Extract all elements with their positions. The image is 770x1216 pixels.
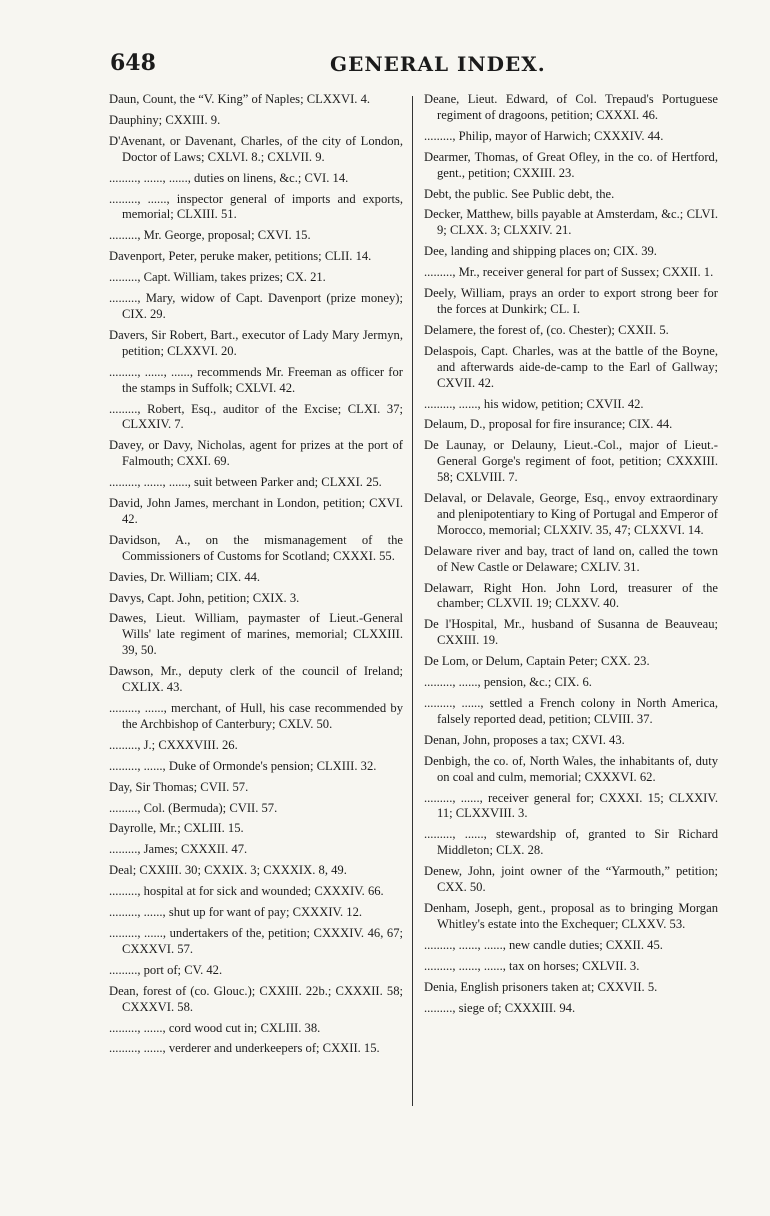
index-entry: ........., Mr. George, proposal; CXVI. 15.: [109, 228, 311, 243]
index-entry: David, John James, merchant in London, petition; CXVI. 42.: [109, 496, 403, 526]
index-entry: Dee, landing and shipping places on; CIX. 39.: [424, 244, 657, 259]
index-entry: Dawson, Mr., deputy clerk of the council of Ireland; CXLIX. 43.: [109, 664, 403, 695]
index-entry: Denan, John, proposes a tax; CXVI. 43.: [424, 732, 625, 747]
index-entry: ........., James; CXXXII. 47.: [109, 842, 248, 857]
index-entry: Denia, English prisoners taken at; CXXVII. 5.: [424, 979, 658, 994]
index-entry: ........., hospital at for sick and wounded; CXXXIV. 66.: [109, 884, 384, 899]
index-entry: ........., Capt. William, takes prizes; CX. 21.: [109, 270, 326, 285]
index-entry: ........., ......, stewardship of, granted to Sir Richard Middleton; CLX. 28.: [424, 827, 718, 858]
index-entry: Davey, or Davy, Nicholas, agent for prizes at the port of Falmouth; CXXI. 69.: [109, 438, 403, 469]
index-entry: ........., siege of; CXXXIII. 94.: [424, 1000, 576, 1015]
index-entry: Delaum, D., proposal for fire insurance; CIX. 44.: [424, 417, 673, 432]
index-entry: ........., Mary, widow of Capt. Davenport (prize money); CIX. 29.: [109, 291, 403, 321]
index-entry: De Launay, or Delauny, Lieut.-Col., major of Lieut.-General Gorge's regiment of foot, petition; CXXXIII. 58; CXLVIII. 7.: [424, 438, 718, 485]
index-entry: Deane, Lieut. Edward, of Col. Trepaud's Portuguese regiment of dragoons, petition; CXXXI. 46.: [424, 92, 718, 122]
index-entry: ........., ......, verderer and underkeepers of; CXXII. 15.: [109, 1041, 380, 1056]
index-entry: ........., Mr., receiver general for part of Sussex; CXXII. 1.: [424, 265, 714, 280]
index-entry: Davers, Sir Robert, Bart., executor of Lady Mary Jermyn, petition; CLXXVI. 20.: [109, 327, 403, 358]
index-entry: ........., Robert, Esq., auditor of the Excise; CLXI. 37; CLXXIV. 7.: [109, 401, 403, 432]
index-entry: D'Avenant, or Davenant, Charles, of the city of London, Doctor of Laws; CXLVI. 8.; CXLVII. 9.: [109, 133, 403, 164]
index-entry: Davies, Dr. William; CIX. 44.: [109, 569, 261, 584]
index-entry: Debt, the public. See Public debt, the.: [424, 186, 615, 201]
index-entry: Delaware river and bay, tract of land on, called the town of New Castle or Delaware; CXLIV. 31.: [424, 543, 718, 574]
index-entry: Davenport, Peter, peruke maker, petitions; CLII. 14.: [109, 249, 372, 264]
index-entry: Denham, Joseph, gent., proposal as to bringing Morgan Whitley's estate into the Exchequer; CLXXV. 53.: [424, 900, 718, 931]
index-entry: ........., Col. (Bermuda); CVII. 57.: [109, 800, 278, 815]
page-number: 648: [110, 50, 156, 76]
index-entry: Davidson, A., on the mismanagement of the Commissioners of Customs for Scotland; CXXXI. 55.: [109, 532, 403, 563]
index-entry: ........., ......, ......, recommends Mr. Freeman as officer for the stamps in Suffolk; CXLVI. 42.: [109, 364, 403, 395]
index-entry: ........., ......, Duke of Ormonde's pension; CLXIII. 32.: [109, 758, 377, 773]
index-entry: ........., ......, his widow, petition; CXVII. 42.: [424, 396, 644, 411]
index-entry: Dawes, Lieut. William, paymaster of Lieut.-General Wills' late regiment of marines, memorial; CLXXIII. 39, 50.: [109, 611, 403, 658]
index-entry: Deely, William, prays an order to export strong beer for the forces at Dunkirk; CL. I.: [424, 286, 718, 316]
index-entry: ........., ......, ......, suit between Parker and; CLXXI. 25.: [109, 475, 382, 490]
index-entry: ........., ......, pension, &c.; CIX. 6.: [424, 675, 592, 690]
index-entry: ........., ......, undertakers of the, petition; CXXXIV. 46, 67; CXXXVI. 57.: [109, 925, 403, 956]
index-entry: Denbigh, the co. of, North Wales, the inhabitants of, duty on coal and culm, memorial; CXXXVI. 62.: [424, 753, 718, 784]
index-entry: ........., ......, receiver general for; CXXXI. 15; CLXXIV. 11; CLXXVIII. 3.: [424, 790, 718, 821]
index-entry: Delaval, or Delavale, George, Esq., envoy extraordinary and plenipotentiary to King of Portugal and Emperor of Morocco, memorial; CLXXIV. 35, 47; CLXXVI. 14.: [424, 491, 718, 537]
index-entry: ........., ......, ......, new candle duties; CXXII. 45.: [424, 937, 663, 952]
index-column-left: [109, 92, 403, 1062]
index-column-right: [424, 92, 718, 1021]
index-entry: Denew, John, joint owner of the “Yarmouth,” petition; CXX. 50.: [424, 864, 718, 895]
index-entry: Decker, Matthew, bills payable at Amsterdam, &c.; CLVI. 9; CLXX. 3; CLXXIV. 21.: [424, 207, 718, 238]
index-entry: ........., port of; CV. 42.: [109, 962, 223, 977]
index-entry: Deal; CXXIII. 30; CXXIX. 3; CXXXIX. 8, 49.: [109, 863, 347, 878]
index-entry: ........., ......, settled a French colony in North America, falsely reported dead, petition; CLVIII. 37.: [424, 696, 718, 726]
column-divider: [412, 96, 413, 1106]
index-entry: ........., J.; CXXXVIII. 26.: [109, 737, 238, 752]
index-entry: Daun, Count, the “V. King” of Naples; CLXXVI. 4.: [109, 92, 371, 106]
index-entry: De l'Hospital, Mr., husband of Susanna de Beauveau; CXXIII. 19.: [424, 617, 718, 648]
index-entry: ........., ......, ......, tax on horses; CXLVII. 3.: [424, 958, 640, 973]
index-entry: Dayrolle, Mr.; CXLIII. 15.: [109, 821, 244, 836]
index-entry: ........., ......, inspector general of imports and exports, memorial; CLXIII. 51.: [109, 191, 403, 222]
index-entry: ........., ......, cord wood cut in; CXLIII. 38.: [109, 1020, 321, 1035]
index-entry: Day, Sir Thomas; CVII. 57.: [109, 779, 249, 794]
index-entry: ........., ......, shut up for want of pay; CXXXIV. 12.: [109, 905, 363, 920]
index-entry: Dean, forest of (co. Glouc.); CXXIII. 22b.; CXXXII. 58; CXXXVI. 58.: [109, 983, 403, 1014]
index-entry: De Lom, or Delum, Captain Peter; CXX. 23.: [424, 654, 650, 669]
index-entry: ........., Philip, mayor of Harwich; CXXXIV. 44.: [424, 128, 664, 143]
running-head: GENERAL INDEX.: [330, 52, 546, 76]
index-entry: Delamere, the forest of, (co. Chester); CXXII. 5.: [424, 322, 669, 337]
index-entry: Dearmer, Thomas, of Great Ofley, in the co. of Hertford, gent., petition; CXXIII. 23.: [424, 149, 718, 180]
index-entry: Dauphiny; CXXIII. 9.: [109, 112, 221, 127]
index-entry: ........., ......, ......, duties on linens, &c.; CVI. 14.: [109, 170, 349, 185]
index-entry: ........., ......, merchant, of Hull, his case recommended by the Archbishop of Canterbury; CXLV. 50.: [109, 701, 403, 731]
index-entry: Delawarr, Right Hon. John Lord, treasurer of the chamber; CLXVII. 19; CLXXV. 40.: [424, 580, 718, 611]
index-entry: Davys, Capt. John, petition; CXIX. 3.: [109, 590, 300, 605]
index-entry: Delaspois, Capt. Charles, was at the battle of the Boyne, and afterwards aide-de-camp to the Earl of Gallway; CXVII. 42.: [424, 343, 718, 390]
